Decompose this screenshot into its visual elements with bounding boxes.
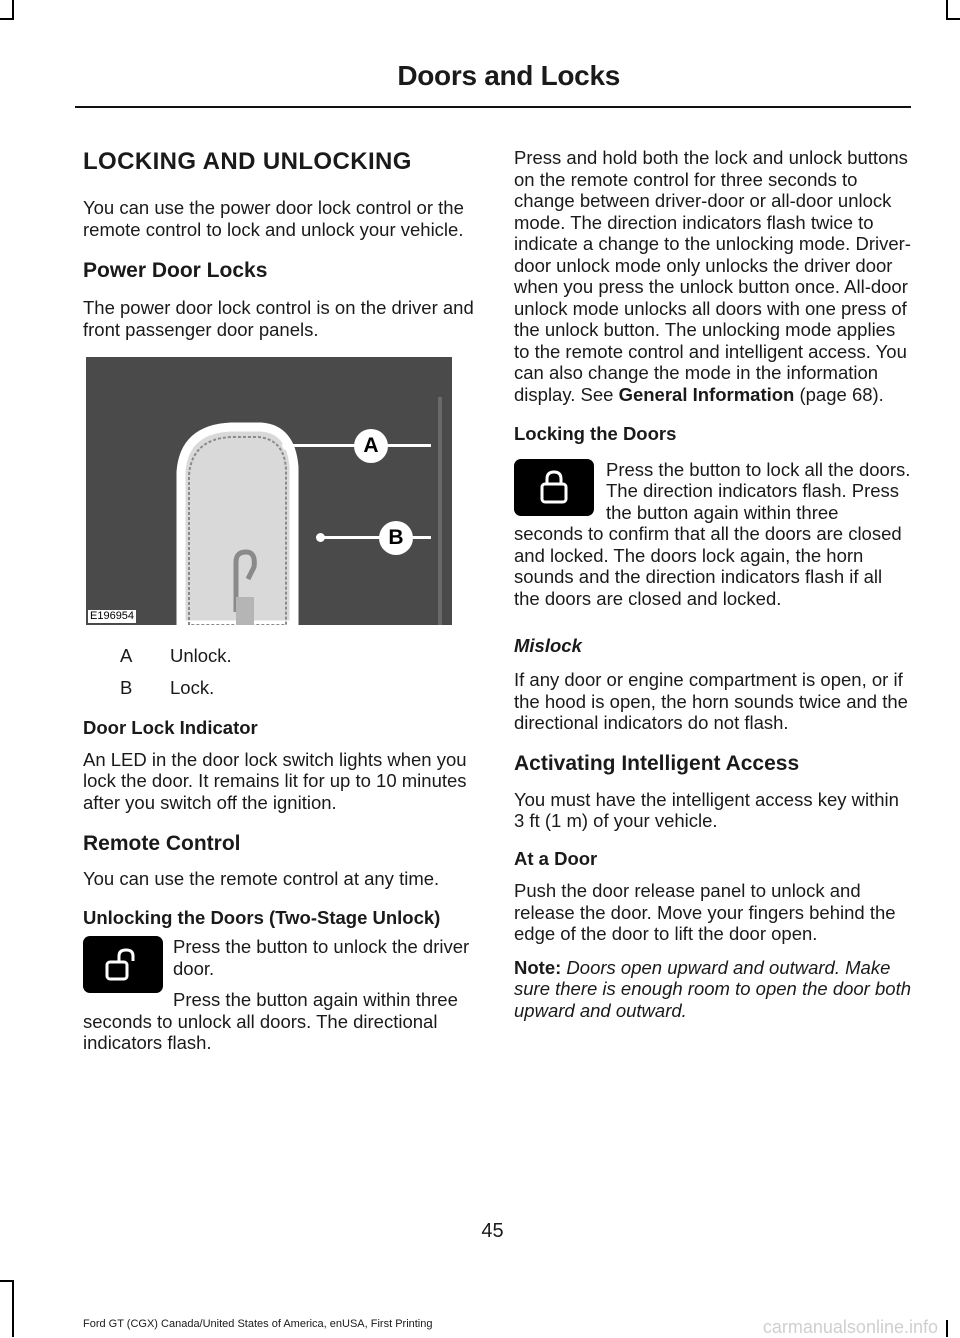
mislock-heading: Mislock: [514, 635, 582, 656]
crop-mark: [946, 0, 948, 18]
page-header-title: Doors and Locks: [397, 60, 620, 91]
note-text: Doors open upward and outward. Make sure there is enough room to open the door both upward and outward.: [514, 956, 911, 1021]
unlocking-text-1: Press the button to unlock the driver door.: [173, 936, 470, 979]
general-information-link[interactable]: General Information: [618, 383, 795, 405]
section-title: LOCKING AND UNLOCKING: [83, 148, 412, 175]
activating-heading: Activating Intelligent Access: [514, 751, 800, 775]
crop-mark: [0, 1280, 14, 1282]
page-reference: (page 68).: [794, 383, 884, 405]
door-panel-illustration: [86, 357, 452, 625]
crop-mark: [12, 0, 14, 18]
crop-mark: [12, 1280, 14, 1337]
key-label: Unlock.: [170, 645, 232, 666]
locking-heading: Locking the Doors: [514, 423, 677, 444]
header-divider: [75, 106, 911, 108]
at-door-heading: At a Door: [514, 847, 598, 869]
unlock-mode-paragraph: [514, 147, 911, 405]
intro-paragraph: You can use the power door lock control or the remote control to lock and unlock your vehicle.: [83, 197, 464, 240]
activating-text: You must have the intelligent access key within 3 ft (1 m) of your vehicle.: [514, 788, 899, 831]
power-locks-heading: Power Door Locks: [83, 259, 268, 282]
key-letter: B: [120, 677, 133, 698]
door-lock-switch-figure: [86, 357, 452, 625]
figure-code: E196954: [90, 610, 135, 622]
callout-line-b: [320, 536, 431, 539]
locking-block: [514, 459, 911, 610]
note-label: Note:: [514, 956, 562, 978]
crop-mark: [946, 18, 960, 20]
crop-mark: [946, 1320, 948, 1337]
key-label: Lock.: [170, 677, 215, 698]
indicator-text: An LED in the door lock switch lights when you lock the door. It remains lit for up to 10 minutes after you switch off the ignition.: [83, 748, 467, 813]
key-letter: A: [120, 645, 133, 666]
mislock-text: If any door or engine compartment is open, or if the hood is open, the horn sounds twice and the directional indicators do not flash.: [514, 669, 908, 733]
watermark: carmanualsonline.info: [762, 1317, 938, 1337]
unlocking-block: [83, 936, 478, 1054]
callout-badge-a: A: [354, 429, 388, 463]
lock-icon: [514, 459, 594, 516]
figure-key: [83, 645, 478, 699]
page-number: 45: [481, 1220, 504, 1242]
key-row-a: [83, 645, 478, 667]
left-column: [83, 140, 478, 1054]
footer-text: Ford GT (CGX) Canada/United States of America, enUSA, First Printing: [83, 1318, 433, 1330]
unlock-icon: [83, 936, 163, 993]
remote-heading: Remote Control: [83, 832, 241, 855]
remote-text: You can use the remote control at any time.: [83, 868, 440, 889]
unlocking-heading: Unlocking the Doors (Two-Stage Unlock): [83, 906, 441, 928]
power-locks-text: The power door lock control is on the driver and front passenger door panels.: [83, 297, 474, 340]
callout-badge-b: B: [379, 521, 413, 555]
unlocking-text-2: Press the button again within three seconds to unlock all doors. The directional indicators flash.: [83, 989, 458, 1053]
key-row-b: [83, 677, 478, 699]
note-paragraph: [514, 957, 911, 1022]
right-column: [514, 147, 911, 1021]
indicator-heading: Door Lock Indicator: [83, 717, 258, 738]
crop-mark: [0, 18, 14, 20]
unlock-mode-text: Press and hold both the lock and unlock buttons on the remote control for three seconds to change between driver-door or all-door unlock mode. The direction indicators flash twice to indicate a change to the unlocking mode. Driver-door unlock mode only unlocks the driver door when you press the unlock button once. All-door unlock mode unlocks all doors with one press of the unlock button. The unlocking mode applies to the remote control and intelligent access. You can also change the mode in the information display. See: [514, 147, 911, 405]
locking-text: Press the button to lock all the doors. The direction indicators flash. Press the button again within three seconds to confirm that all the doors are closed and locked. The doors lock again, the horn sounds and the direction indicators flash if all the doors are closed and locked.: [514, 458, 911, 609]
at-door-text: Push the door release panel to unlock and release the door. Move your fingers behind the edge of the door to lift the door open.: [514, 880, 896, 944]
